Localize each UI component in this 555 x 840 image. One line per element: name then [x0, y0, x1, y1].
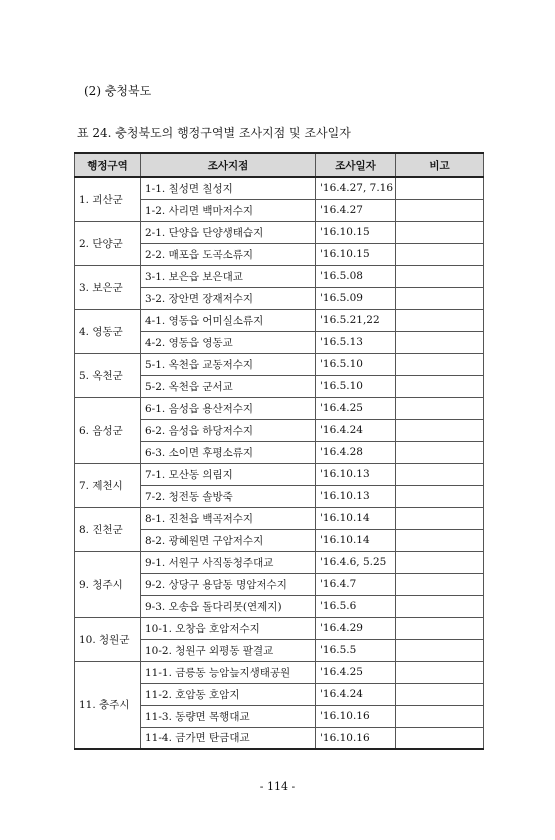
table-row	[75, 661, 484, 683]
site-cell: 10-1. 오창읍 호암저수지	[141, 617, 316, 639]
table-header-row	[75, 153, 484, 177]
note-cell	[396, 177, 484, 199]
site-cell: 7-1. 모산동 의림지	[141, 463, 316, 485]
note-cell	[396, 727, 484, 749]
date-cell: '16.10.13	[316, 485, 396, 507]
date-cell: '16.5.13	[316, 331, 396, 353]
site-cell: 2-1. 단양읍 단양생태습지	[141, 221, 316, 243]
date-cell: '16.4.24	[316, 683, 396, 705]
date-cell: '16.4.25	[316, 661, 396, 683]
note-cell	[396, 551, 484, 573]
site-cell: 9-1. 서원구 사직동청주대교	[141, 551, 316, 573]
table-body	[75, 177, 484, 749]
site-cell: 6-2. 음성읍 하당저수지	[141, 419, 316, 441]
region-cell: 1. 괴산군	[75, 177, 141, 221]
table-row	[75, 617, 484, 639]
table-row	[75, 551, 484, 573]
note-cell	[396, 309, 484, 331]
note-cell	[396, 221, 484, 243]
date-cell: '16.5.21,22	[316, 309, 396, 331]
site-cell: 9-2. 상당구 용담동 명암저수지	[141, 573, 316, 595]
date-cell: '16.4.6, 5.25	[316, 551, 396, 573]
date-cell: '16.10.15	[316, 243, 396, 265]
note-cell	[396, 463, 484, 485]
region-cell: 2. 단양군	[75, 221, 141, 265]
date-cell: '16.5.10	[316, 375, 396, 397]
site-cell: 11-4. 금가면 탄금대교	[141, 727, 316, 749]
table-row	[75, 177, 484, 199]
site-cell: 4-2. 영동읍 영동교	[141, 331, 316, 353]
date-cell: '16.5.10	[316, 353, 396, 375]
date-cell: '16.4.24	[316, 419, 396, 441]
date-cell: '16.10.14	[316, 507, 396, 529]
site-cell: 8-1. 진천읍 백곡저수지	[141, 507, 316, 529]
date-cell: '16.10.13	[316, 463, 396, 485]
site-cell: 7-2. 청전동 솔방죽	[141, 485, 316, 507]
site-cell: 1-1. 칠성면 칠성지	[141, 177, 316, 199]
header-site: 조사지점	[141, 153, 316, 177]
header-note: 비고	[396, 153, 484, 177]
header-date: 조사일자	[316, 153, 396, 177]
site-cell: 2-2. 매포읍 도곡소류지	[141, 243, 316, 265]
note-cell	[396, 419, 484, 441]
region-cell: 6. 음성군	[75, 397, 141, 463]
region-cell: 7. 제천시	[75, 463, 141, 507]
table-row	[75, 265, 484, 287]
site-cell: 11-1. 금릉동 능암늪지생태공원	[141, 661, 316, 683]
note-cell	[396, 595, 484, 617]
note-cell	[396, 199, 484, 221]
date-cell: '16.5.5	[316, 639, 396, 661]
site-cell: 4-1. 영동읍 어미실소류지	[141, 309, 316, 331]
note-cell	[396, 331, 484, 353]
date-cell: '16.5.6	[316, 595, 396, 617]
note-cell	[396, 485, 484, 507]
note-cell	[396, 243, 484, 265]
note-cell	[396, 617, 484, 639]
date-cell: '16.5.08	[316, 265, 396, 287]
note-cell	[396, 661, 484, 683]
page-number: - 114 -	[259, 780, 296, 793]
note-cell	[396, 683, 484, 705]
table-caption: 표 24. 충청북도의 행정구역별 조사지점 및 조사일자	[77, 126, 351, 140]
site-cell: 5-1. 옥천읍 교동저수지	[141, 353, 316, 375]
site-cell: 1-2. 사리면 백마저수지	[141, 199, 316, 221]
site-cell: 6-1. 음성읍 용산저수지	[141, 397, 316, 419]
site-cell: 5-2. 옥천읍 군서교	[141, 375, 316, 397]
site-cell: 10-2. 청원구 외평동 팔결교	[141, 639, 316, 661]
site-cell: 6-3. 소이면 후평소류지	[141, 441, 316, 463]
region-cell: 10. 청원군	[75, 617, 141, 661]
note-cell	[396, 441, 484, 463]
note-cell	[396, 705, 484, 727]
site-cell: 11-3. 동량면 목행대교	[141, 705, 316, 727]
date-cell: '16.4.27, 7.16	[316, 177, 396, 199]
site-cell: 8-2. 광혜원면 구암저수지	[141, 529, 316, 551]
site-cell: 3-2. 장안면 장재저수지	[141, 287, 316, 309]
date-cell: '16.10.15	[316, 221, 396, 243]
note-cell	[396, 507, 484, 529]
survey-table	[74, 152, 484, 750]
date-cell: '16.10.16	[316, 727, 396, 749]
table-row	[75, 463, 484, 485]
table-row	[75, 507, 484, 529]
table-row	[75, 221, 484, 243]
region-cell: 5. 옥천군	[75, 353, 141, 397]
site-cell: 11-2. 호암동 호암지	[141, 683, 316, 705]
site-cell: 9-3. 오송읍 돌다리못(연제지)	[141, 595, 316, 617]
region-cell: 8. 진천군	[75, 507, 141, 551]
date-cell: '16.4.27	[316, 199, 396, 221]
note-cell	[396, 375, 484, 397]
table-row	[75, 353, 484, 375]
table-row	[75, 397, 484, 419]
date-cell: '16.4.7	[316, 573, 396, 595]
region-cell: 11. 충주시	[75, 661, 141, 749]
table-row	[75, 309, 484, 331]
note-cell	[396, 397, 484, 419]
date-cell: '16.10.16	[316, 705, 396, 727]
note-cell	[396, 573, 484, 595]
region-cell: 3. 보은군	[75, 265, 141, 309]
note-cell	[396, 265, 484, 287]
note-cell	[396, 353, 484, 375]
date-cell: '16.4.28	[316, 441, 396, 463]
section-title: (2) 충청북도	[84, 84, 152, 98]
note-cell	[396, 287, 484, 309]
site-cell: 3-1. 보은읍 보은대교	[141, 265, 316, 287]
region-cell: 9. 청주시	[75, 551, 141, 617]
date-cell: '16.5.09	[316, 287, 396, 309]
region-cell: 4. 영동군	[75, 309, 141, 353]
date-cell: '16.4.25	[316, 397, 396, 419]
header-region: 행정구역	[75, 153, 141, 177]
date-cell: '16.10.14	[316, 529, 396, 551]
date-cell: '16.4.29	[316, 617, 396, 639]
note-cell	[396, 529, 484, 551]
note-cell	[396, 639, 484, 661]
